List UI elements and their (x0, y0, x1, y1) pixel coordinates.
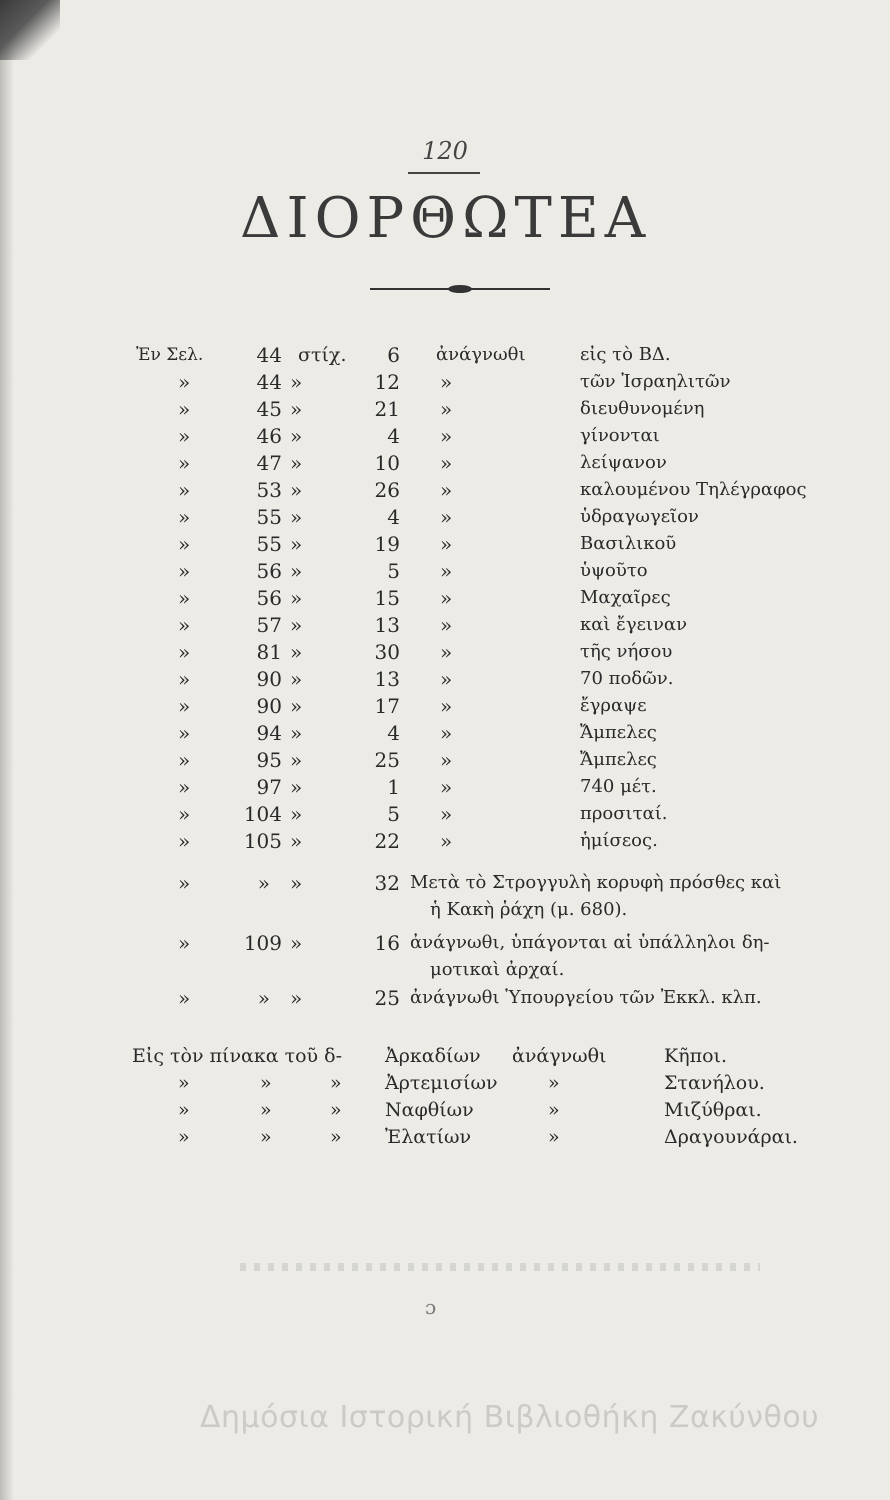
ditto-mark: » (178, 931, 191, 955)
ditto-mark: » (330, 1126, 342, 1148)
ditto-mark: » (290, 478, 303, 502)
ditto-mark: » (178, 397, 191, 421)
ditto-mark: » (178, 802, 191, 826)
line-ref: 30 (374, 640, 400, 664)
ditto-mark: » (178, 478, 191, 502)
correction-text: Βασιλικοῦ (580, 533, 677, 554)
ditto-mark: » (290, 640, 303, 664)
correction-text: ὑψοῦτο (580, 560, 648, 581)
correction-text: ἡμίσεος. (580, 830, 658, 851)
ditto-mark: » (178, 370, 191, 394)
ditto-mark: » (178, 1126, 190, 1148)
correction-text: Κῆποι. (664, 1045, 727, 1067)
ditto-mark: » (290, 532, 303, 556)
library-watermark: Δημόσια Ιστορική Βιβλιοθήκη Ζακύνθου (200, 1400, 820, 1435)
scan-corner-shadow (0, 0, 60, 60)
page-ref: 53 (256, 478, 282, 502)
page-title: ΔΙΟΡΘΩΤΕΑ (240, 186, 652, 251)
correction-text: ἔγραψε (580, 695, 647, 716)
line-ref: 10 (374, 451, 400, 475)
page-ref: 45 (256, 397, 282, 421)
page-ref: 55 (256, 532, 282, 556)
correction-text: ἀνάγνωθι Ὑπουργείου τῶν Ἐκκλ. κλπ. (410, 987, 762, 1008)
ditto-mark: » (290, 986, 303, 1010)
line-ref: 5 (387, 559, 400, 583)
ditto-mark: » (290, 613, 303, 637)
page-ref: 56 (256, 559, 282, 583)
ditto-mark: » (178, 871, 191, 895)
ditto-mark: » (178, 775, 191, 799)
correction-text: διευθυνομένη (580, 398, 705, 419)
ditto-mark: » (440, 613, 453, 637)
page-ref: 90 (256, 694, 282, 718)
correction-text: γίνονται (580, 425, 660, 446)
correction-text: Δραγουνάραι. (664, 1126, 798, 1148)
line-ref: 26 (374, 478, 400, 502)
ditto-mark: » (178, 451, 191, 475)
ditto-mark: » (260, 1126, 272, 1148)
ditto-mark: » (257, 986, 270, 1010)
line-ref: 25 (374, 986, 400, 1010)
ditto-mark: » (440, 640, 453, 664)
ditto-mark: » (178, 505, 191, 529)
ditto-mark: » (548, 1099, 560, 1121)
correction-text: Ἄμπελες (580, 749, 657, 770)
ditto-mark: » (260, 1099, 272, 1121)
title-ornament (370, 288, 550, 290)
correction-continuation: ἡ Κακὴ ῥάχη (μ. 680). (430, 899, 628, 920)
ditto-mark: » (178, 613, 191, 637)
page-ref: 56 (256, 586, 282, 610)
line-ref: 4 (387, 721, 400, 745)
ditto-mark: » (178, 721, 191, 745)
ditto-mark: » (290, 871, 303, 895)
ditto-mark: » (330, 1099, 342, 1121)
ditto-mark: » (178, 829, 191, 853)
ditto-mark: » (440, 424, 453, 448)
page-ref: 90 (256, 667, 282, 691)
ditto-mark: » (257, 871, 270, 895)
line-ref: 16 (374, 931, 400, 955)
correction-text: Μετὰ τὸ Στρογγυλὴ κορυφὴ πρόσθες καὶ (410, 872, 782, 893)
line-ref: 32 (374, 871, 400, 895)
correction-text: 70 ποδῶν. (580, 668, 674, 689)
correction-text: ὑδραγωγεῖον (580, 506, 699, 527)
ditto-mark: » (178, 748, 191, 772)
index-name: Ἀρκαδίων (385, 1045, 481, 1067)
page-ref: 81 (256, 640, 282, 664)
line-ref: 17 (374, 694, 400, 718)
page-ref: 109 (243, 931, 282, 955)
ditto-mark: » (178, 586, 191, 610)
ditto-mark: » (290, 424, 303, 448)
ditto-mark: » (290, 586, 303, 610)
correction-text: προσιταί. (580, 803, 668, 824)
line-ref: 4 (387, 424, 400, 448)
correction-text: καλουμένου Τηλέγραφος (580, 479, 807, 500)
faded-print-line (240, 1263, 760, 1271)
ditto-mark: » (440, 694, 453, 718)
ditto-mark: » (440, 370, 453, 394)
correction-text: εἰς τὸ ΒΔ. (580, 344, 671, 365)
ditto-mark: » (290, 397, 303, 421)
footer-mark: ɔ (425, 1295, 437, 1319)
ditto-mark: » (440, 775, 453, 799)
correction-text: Μιζύθραι. (664, 1099, 762, 1121)
page-ref: 95 (256, 748, 282, 772)
correction-text: λείψανον (580, 452, 667, 473)
ditto-mark: » (440, 397, 453, 421)
page-edge-shadow (0, 0, 14, 1500)
ditto-mark: » (290, 505, 303, 529)
ditto-mark: » (178, 424, 191, 448)
ditto-mark: » (290, 775, 303, 799)
line-abbrev: στίχ. (298, 344, 347, 366)
ditto-mark: » (440, 802, 453, 826)
ditto-mark: » (440, 478, 453, 502)
page-ref: 55 (256, 505, 282, 529)
read-label: ἀνάγνωθι (512, 1045, 607, 1067)
ditto-mark: » (178, 1072, 190, 1094)
correction-text: Ἄμπελες (580, 722, 657, 743)
line-ref: 6 (387, 343, 400, 367)
page-ref: 57 (256, 613, 282, 637)
ditto-mark: » (440, 829, 453, 853)
ditto-mark: » (178, 532, 191, 556)
index-name: Ναφθίων (385, 1099, 474, 1121)
ditto-mark: » (290, 667, 303, 691)
line-ref: 25 (374, 748, 400, 772)
ditto-mark: » (330, 1072, 342, 1094)
ditto-mark: » (290, 802, 303, 826)
line-ref: 4 (387, 505, 400, 529)
ditto-mark: » (290, 694, 303, 718)
ditto-mark: » (178, 986, 191, 1010)
ditto-mark: » (548, 1072, 560, 1094)
ditto-mark: » (178, 559, 191, 583)
page-ref: 104 (243, 802, 282, 826)
correction-text: καὶ ἔγειναν (580, 614, 688, 635)
ditto-mark: » (178, 694, 191, 718)
ditto-mark: » (440, 667, 453, 691)
correction-text: τῆς νήσου (580, 641, 673, 662)
line-ref: 13 (374, 613, 400, 637)
ditto-mark: » (178, 1099, 190, 1121)
index-name: Ἐλατίων (385, 1126, 472, 1148)
read-label: ἀνάγνωθι (436, 344, 526, 365)
ditto-mark: » (440, 748, 453, 772)
line-ref: 12 (374, 370, 400, 394)
ditto-mark: » (440, 721, 453, 745)
correction-continuation: μοτικαὶ ἀρχαί. (430, 959, 565, 980)
page-ref: 105 (243, 829, 282, 853)
line-ref: 5 (387, 802, 400, 826)
page-ref: 94 (256, 721, 282, 745)
ditto-mark: » (290, 559, 303, 583)
correction-text: ἀνάγνωθι, ὑπάγονται αἱ ὑπάλληλοι δη- (410, 932, 770, 953)
correction-text: Μαχαῖρες (580, 587, 671, 608)
page-ref: 44 (256, 343, 282, 367)
ditto-mark: » (260, 1072, 272, 1094)
ditto-mark: » (290, 370, 303, 394)
ditto-mark: » (290, 931, 303, 955)
correction-text: 740 μέτ. (580, 776, 657, 797)
page-ref: 47 (256, 451, 282, 475)
line-ref: 13 (374, 667, 400, 691)
ditto-mark: » (178, 640, 191, 664)
ditto-mark: » (178, 667, 191, 691)
page-ref: 97 (256, 775, 282, 799)
line-ref: 15 (374, 586, 400, 610)
ditto-mark: » (290, 829, 303, 853)
page-ref: 46 (256, 424, 282, 448)
ditto-mark: » (290, 748, 303, 772)
correction-text: Στανήλου. (664, 1072, 765, 1094)
ditto-mark: » (440, 505, 453, 529)
ditto-mark: » (548, 1126, 560, 1148)
ditto-mark: » (440, 451, 453, 475)
page-number-rule (408, 172, 480, 174)
row-prefix: Εἰς τὸν πίνακα τοῦ δ- (132, 1045, 343, 1067)
page-ref: 44 (256, 370, 282, 394)
page-number: 120 (422, 137, 468, 165)
correction-text: τῶν Ἰσραηλιτῶν (580, 371, 731, 392)
row-prefix: Ἐν Σελ. (136, 345, 204, 365)
ditto-mark: » (290, 721, 303, 745)
ditto-mark: » (440, 559, 453, 583)
ditto-mark: » (440, 532, 453, 556)
ditto-mark: » (290, 451, 303, 475)
line-ref: 19 (374, 532, 400, 556)
line-ref: 22 (374, 829, 400, 853)
index-name: Ἀρτεμισίων (385, 1072, 498, 1094)
line-ref: 1 (387, 775, 400, 799)
line-ref: 21 (374, 397, 400, 421)
ditto-mark: » (440, 586, 453, 610)
